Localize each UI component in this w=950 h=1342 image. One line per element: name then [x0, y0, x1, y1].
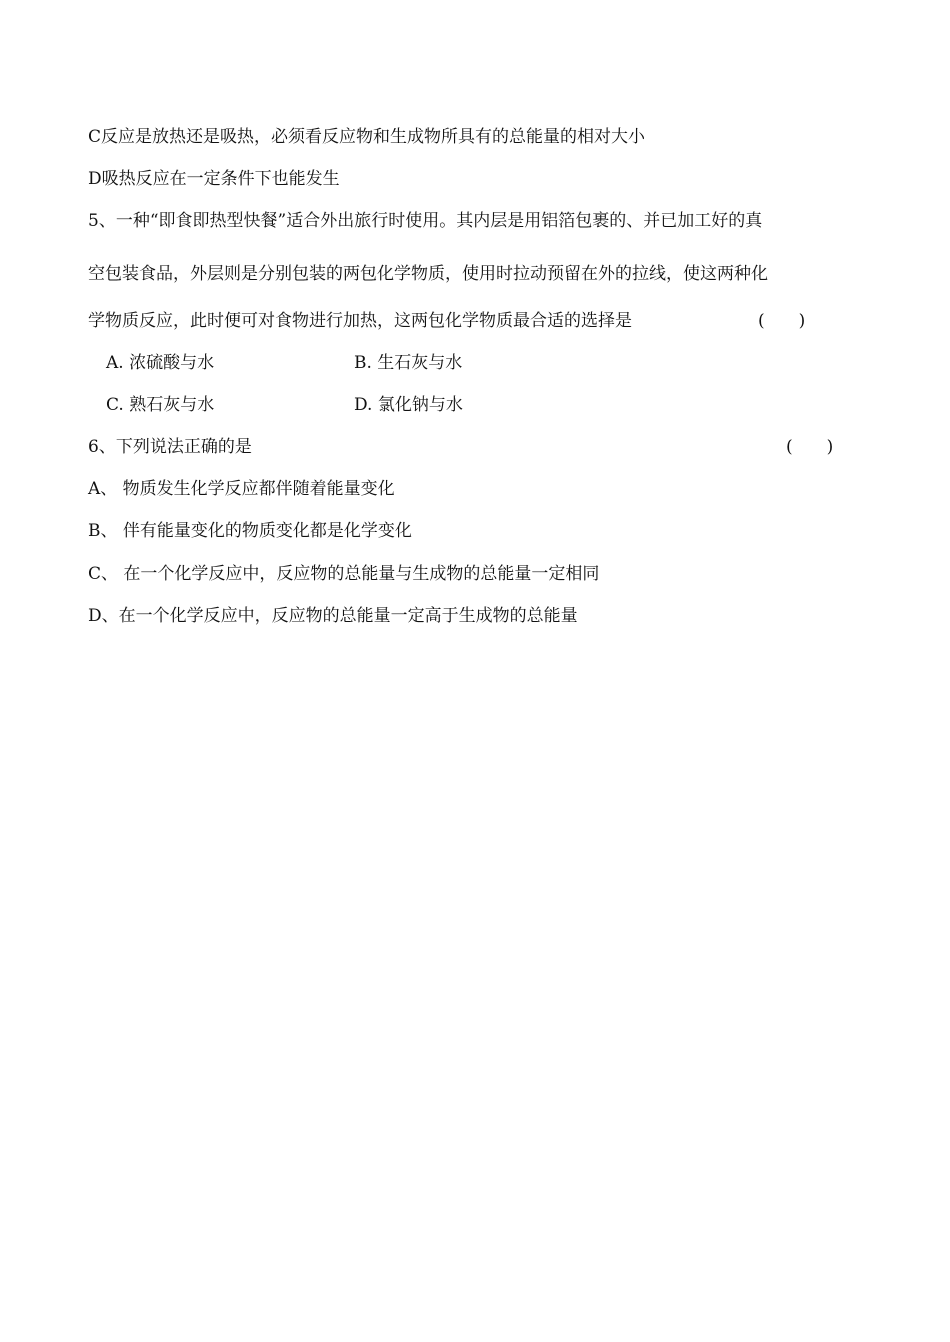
q6-stem: 6、下列说法正确的是: [88, 437, 252, 457]
q6-option-b: B、 伴有能量变化的物质变化都是化学变化: [88, 521, 412, 541]
q6-answer-bracket: ( ): [786, 437, 834, 457]
q5-answer-bracket: ( ): [758, 311, 806, 331]
q6-option-d: D、在一个化学反应中，反应物的总能量一定高于生成物的总能量: [88, 606, 578, 626]
q4-option-c: C反应是放热还是吸热，必须看反应物和生成物所具有的总能量的相对大小: [88, 127, 646, 147]
q5-stem-line-3: 学物质反应，此时便可对食物进行加热，这两包化学物质最合适的选择是: [88, 311, 632, 331]
q5-option-a: A. 浓硫酸与水: [106, 353, 215, 373]
q5-option-d: D. 氯化钠与水: [354, 395, 463, 415]
q6-option-c: C、 在一个化学反应中，反应物的总能量与生成物的总能量一定相同: [88, 564, 600, 584]
q5-stem-line-2: 空包装食品，外层则是分别包装的两包化学物质，使用时拉动预留在外的拉线，使这两种化: [88, 264, 768, 284]
q5-option-b: B. 生石灰与水: [354, 353, 463, 373]
q5-stem-line-1: 5、一种“即食即热型快餐”适合外出旅行时使用。其内层是用铝箔包裹的、并已加工好的真: [88, 211, 763, 231]
q4-option-d: D吸热反应在一定条件下也能发生: [88, 169, 340, 189]
q6-option-a: A、 物质发生化学反应都伴随着能量变化: [88, 479, 395, 499]
q5-option-c: C. 熟石灰与水: [106, 395, 215, 415]
